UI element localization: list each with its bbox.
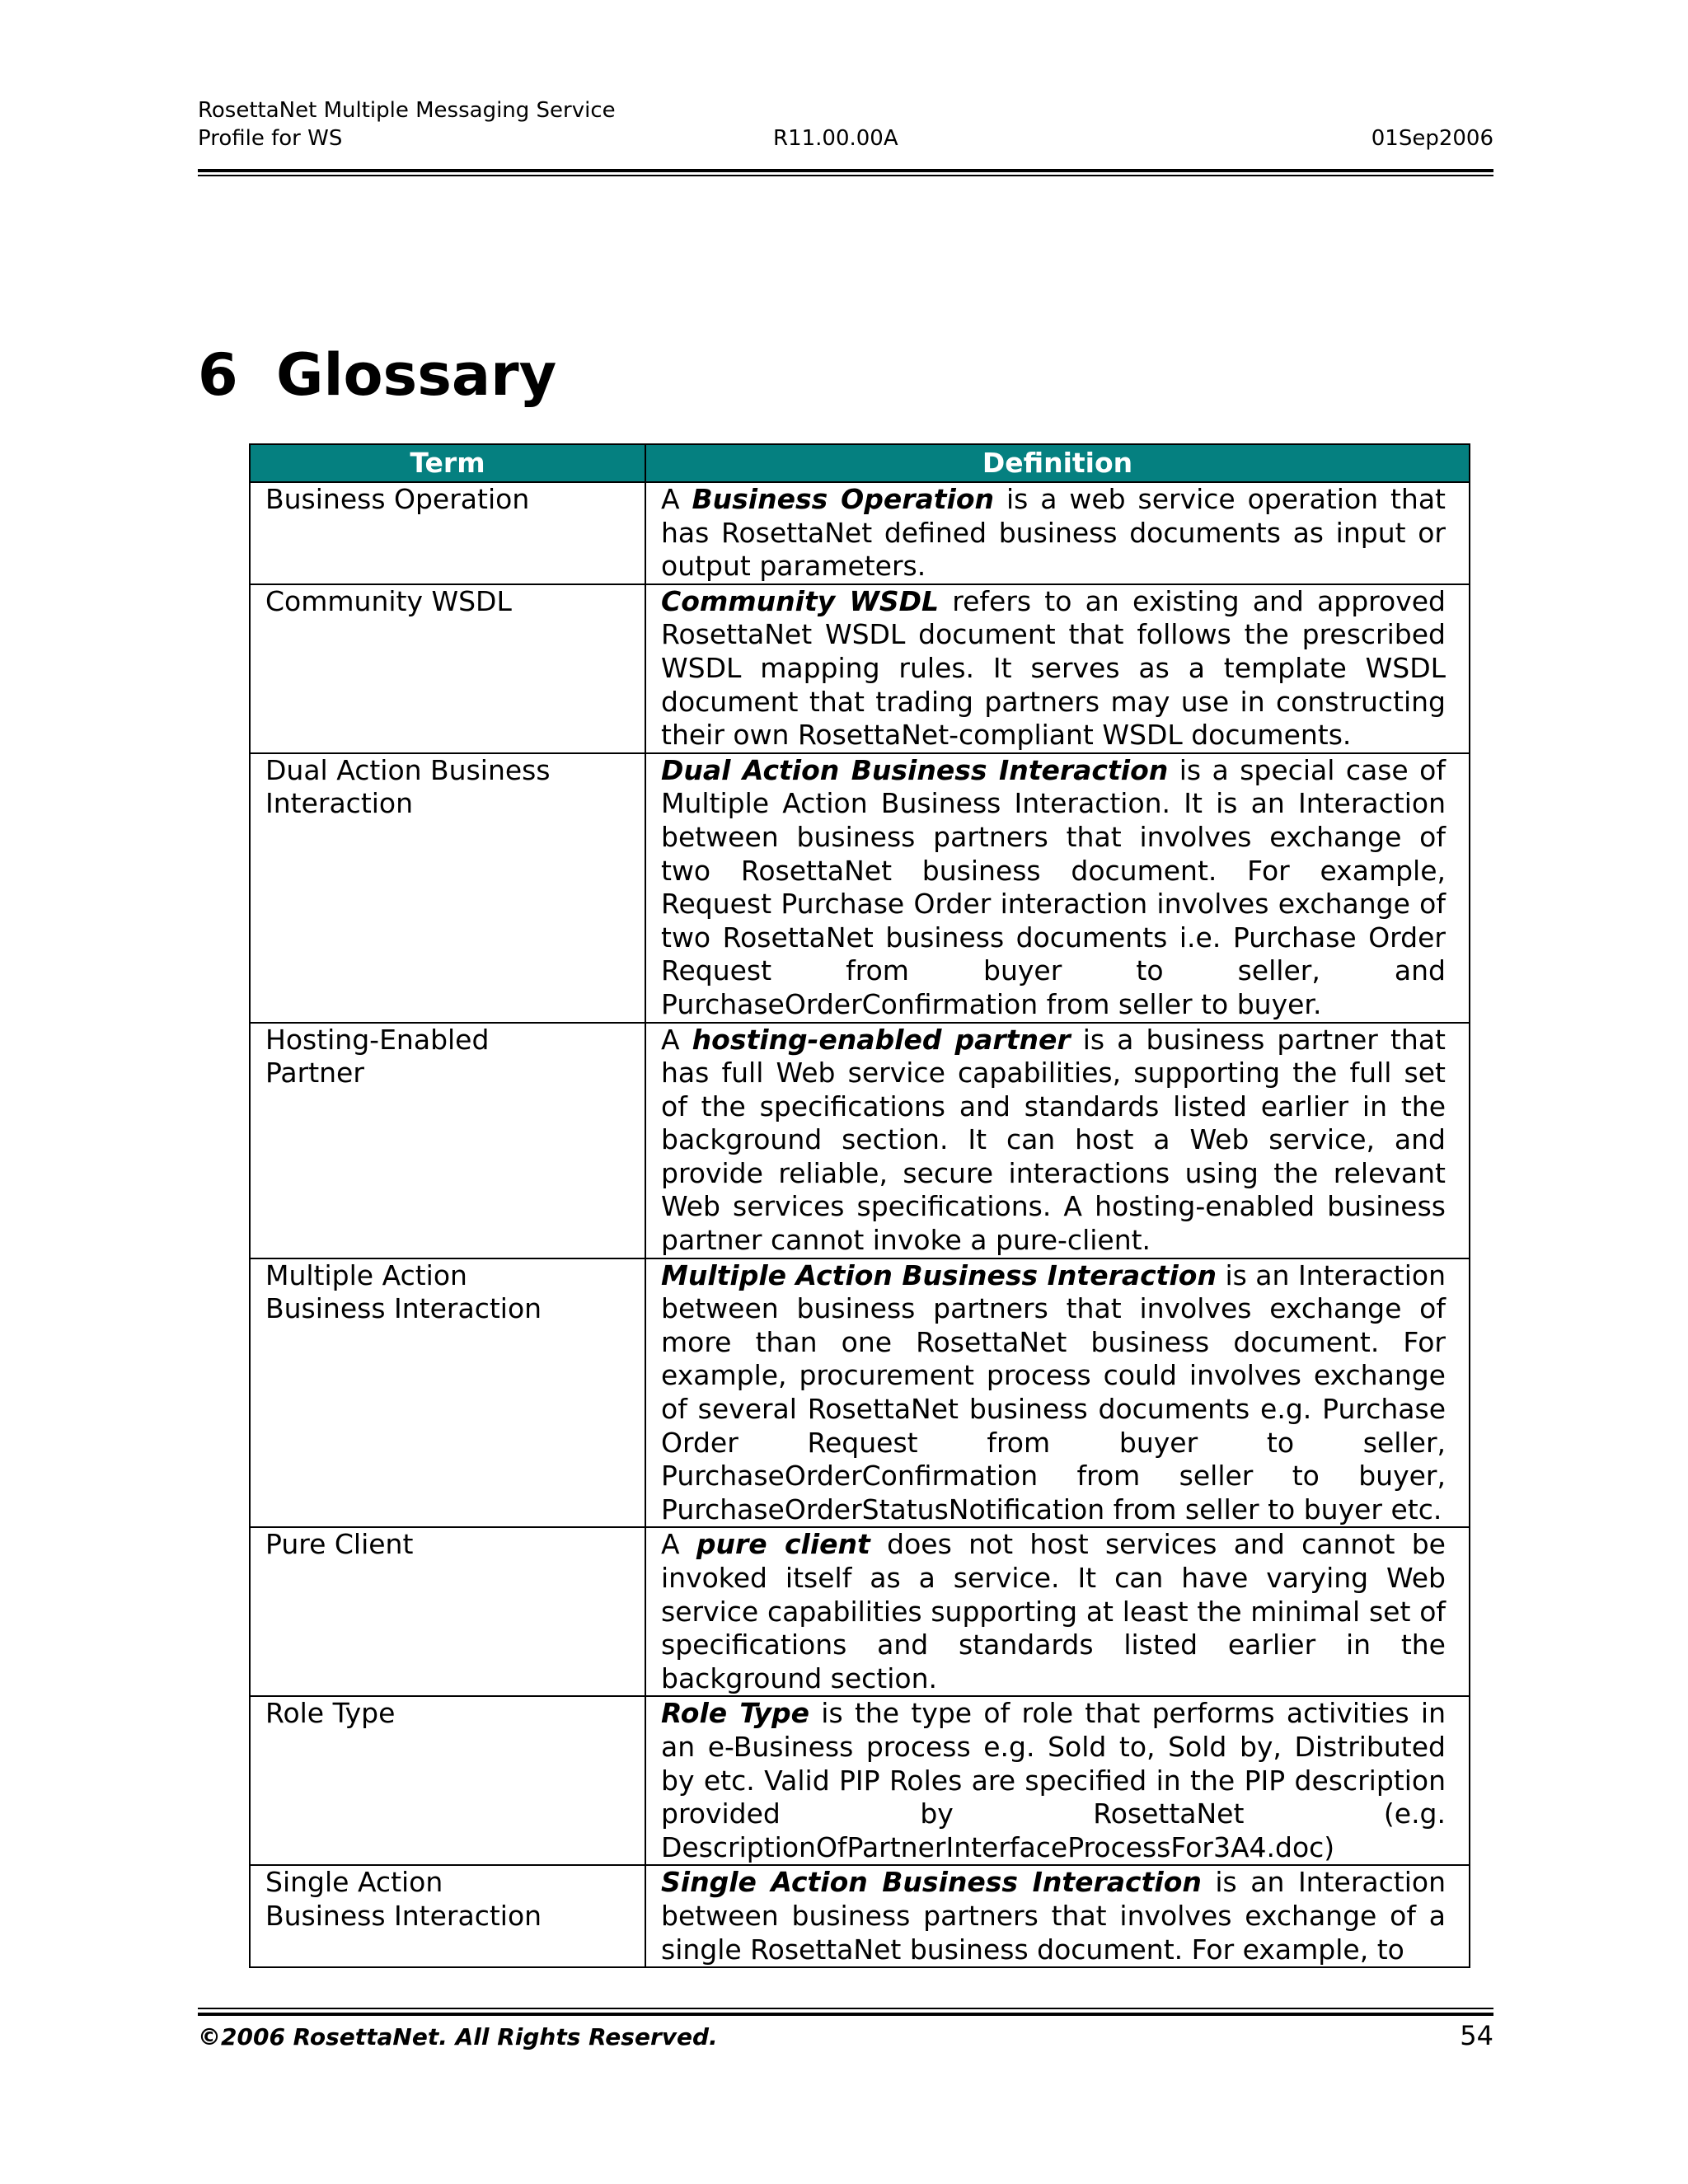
definition-keyword: Dual Action Business Interaction (661, 753, 1169, 786)
section-heading (198, 334, 556, 416)
glossary-term-line: Multiple Action (265, 1258, 467, 1291)
definition-text: is the type of role that performs activities in an e-Business process e.g. Sold to, Sold by, Distributed by etc. Valid PIP Roles are specified in the PIP description provided by RosettaNet (e.g. DescriptionOfPartnerInterfaceProcessFor3A4.doc) (661, 1697, 1447, 1863)
glossary-definition (645, 1258, 1470, 1528)
table-row (250, 1696, 1470, 1865)
header-title: RosettaNet Multiple Messaging Service (198, 98, 616, 123)
definition-text: is a business partner that has full Web service capabilities, supporting the full set of the specifications and standards listed earlier in the background section. It can host a Web service, and provide reliable, secure interactions using the relevant Web services specifications. A hosting-enabled business partner cannot invoke a pure-client. (661, 1023, 1446, 1257)
definition-keyword: Business Operation (692, 483, 995, 515)
definition-text: is an Interaction between business partners that involves exchange of a single RosettaNet business document. For example, to (661, 1866, 1446, 1966)
glossary-term-line: Pure Client (265, 1528, 414, 1561)
glossary-term-line: Business Interaction (265, 1292, 542, 1325)
glossary-term-line: Business Operation (265, 483, 530, 515)
table-row (250, 1023, 1470, 1258)
definition-keyword: Single Action Business Interaction (661, 1866, 1202, 1899)
definition-prefix: A (661, 1023, 692, 1056)
glossary-term-line: Hosting-Enabled (265, 1023, 490, 1056)
glossary-term (250, 753, 645, 1023)
glossary-term (250, 482, 645, 584)
definition-text: is a web service operation that has RosettaNet defined business documents as input or output parameters. (661, 483, 1446, 583)
definition-prefix: A (661, 1528, 696, 1561)
header-version: R11.00.00A (773, 126, 898, 151)
glossary-term-line: Single Action (265, 1866, 443, 1899)
definition-keyword: pure client (696, 1528, 870, 1561)
glossary-term-line: Community WSDL (265, 584, 512, 617)
glossary-term-line: Role Type (265, 1697, 396, 1730)
definition-column-header: Definition (645, 444, 1470, 482)
footer-rule (198, 2013, 1493, 2016)
glossary-table (249, 443, 1470, 1968)
definition-keyword: Multiple Action Business Interaction (661, 1258, 1217, 1291)
table-row (250, 482, 1470, 584)
definition-text: is an Interaction between business partners that involves exchange of more than one RosettaNet business document. For example, procurement process could involves exchange of several RosettaNet business documents e.g. Purchase Order Request from buyer to seller, PurchaseOrderConfirmation from seller to buyer, PurchaseOrderStatusNotification from seller to buyer etc. (661, 1258, 1446, 1526)
definition-text: refers to an existing and approved RosettaNet WSDL document that follows the prescribed WSDL mapping rules. It serves as a template WSDL document that trading partners may use in constructing their own RosettaNet-compliant WSDL documents. (661, 584, 1446, 752)
page-number: 54 (1460, 2020, 1493, 2051)
glossary-definition (645, 482, 1470, 584)
definition-prefix: A (661, 483, 692, 515)
glossary-definition (645, 1527, 1470, 1696)
glossary-term-line: Business Interaction (265, 1899, 542, 1932)
table-row (250, 753, 1470, 1023)
header-rule (198, 175, 1493, 176)
header-rule (198, 169, 1493, 172)
glossary-definition (645, 584, 1470, 753)
footer-copyright: ©2006 RosettaNet. All Rights Reserved. (198, 2023, 718, 2050)
definition-text: is a special case of Multiple Action Business Interaction. It is an Interaction between business partners that involves exchange of two RosettaNet business document. For example, Request Purchase Order interaction involves exchange of two RosettaNet business documents i.e. Purchase Order Request from buyer to seller, and PurchaseOrderConfirmation from seller to buyer. (661, 753, 1446, 1020)
table-row (250, 1258, 1470, 1528)
definition-keyword: hosting-enabled partner (692, 1023, 1071, 1056)
glossary-term (250, 1258, 645, 1528)
footer-rule (198, 2008, 1493, 2009)
table-row (250, 584, 1470, 753)
glossary-term-line: Interaction (265, 787, 414, 820)
header-date: 01Sep2006 (1371, 126, 1493, 151)
definition-keyword: Community WSDL (661, 584, 940, 617)
glossary-term-line: Dual Action Business (265, 753, 551, 786)
glossary-term (250, 584, 645, 753)
glossary-table-wrapper (249, 443, 1469, 1968)
table-header-row (250, 444, 1470, 482)
glossary-term-line: Partner (265, 1057, 364, 1090)
glossary-definition (645, 753, 1470, 1023)
table-body (250, 482, 1470, 1967)
table-row (250, 1527, 1470, 1696)
term-column-header: Term (250, 444, 645, 482)
glossary-term (250, 1527, 645, 1696)
definition-text: does not host services and cannot be invoked itself as a service. It can have varying Web service capabilities supporting at least the minimal set of specifications and standards listed earlier in the background section. (661, 1528, 1446, 1694)
header-row (198, 125, 1493, 152)
table-row (250, 1865, 1470, 1967)
header-subtitle: Profile for WS (198, 126, 343, 151)
glossary-term (250, 1023, 645, 1258)
glossary-definition (645, 1865, 1470, 1967)
definition-keyword: Role Type (661, 1697, 809, 1730)
section-title: Glossary (276, 341, 557, 409)
section-number: 6 (198, 341, 238, 409)
glossary-definition (645, 1696, 1470, 1865)
glossary-definition (645, 1023, 1470, 1258)
glossary-term (250, 1696, 645, 1865)
glossary-term (250, 1865, 645, 1967)
